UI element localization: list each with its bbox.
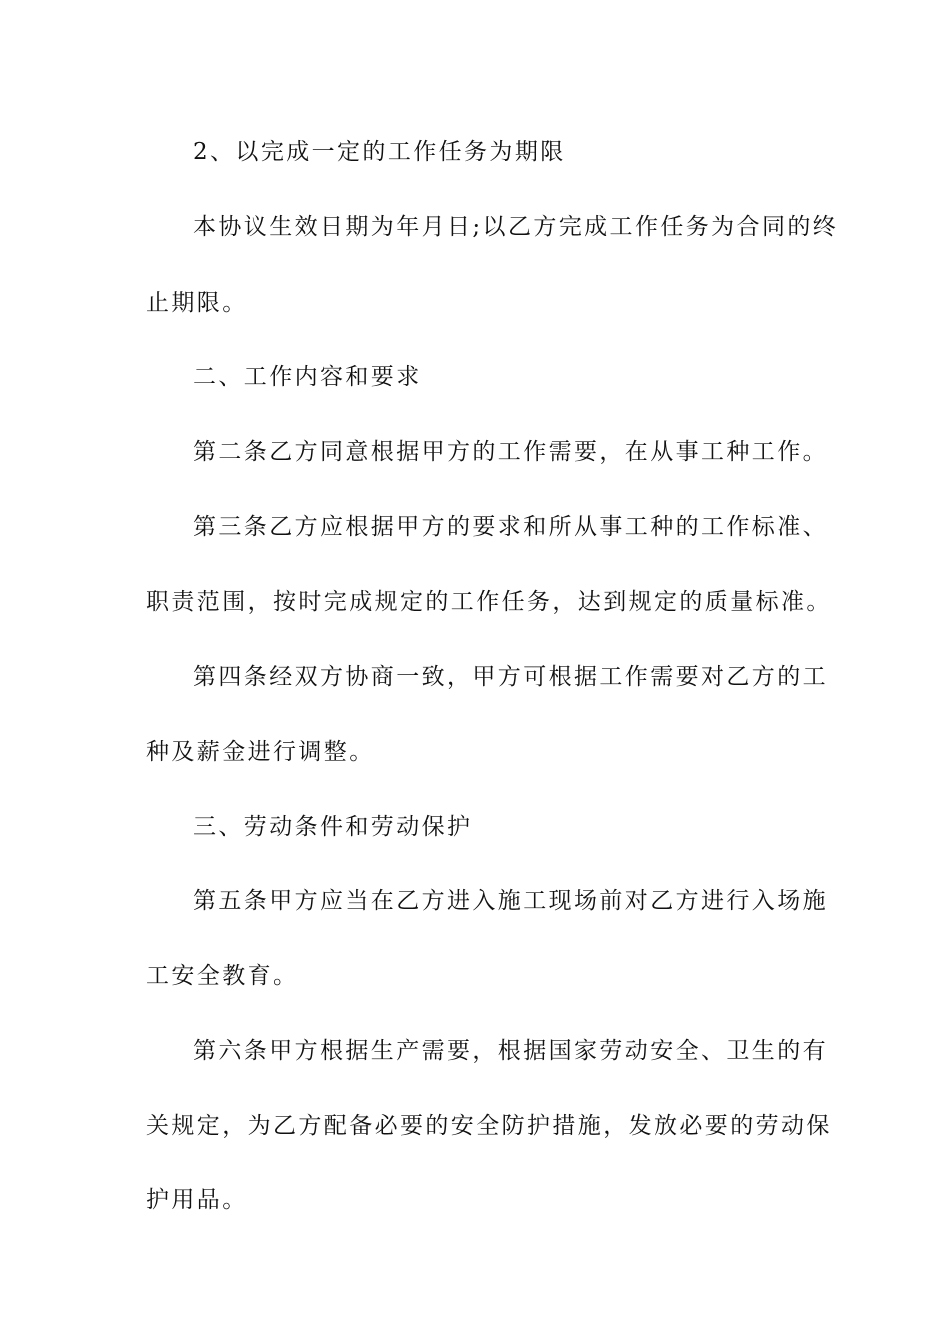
- paragraph-line: 工安全教育。: [146, 963, 299, 989]
- paragraph-line: 种及薪金进行调整。: [146, 739, 375, 765]
- paragraph-line: 护用品。: [146, 1187, 248, 1213]
- paragraph-line: 第六条甲方根据生产需要，根据国家劳动安全、卫生的有: [193, 1038, 828, 1064]
- paragraph-line: 第四条经双方协商一致，甲方可根据工作需要对乙方的工: [193, 664, 828, 690]
- section-heading: 三、劳动条件和劳动保护: [193, 814, 473, 840]
- paragraph-line: 关规定，为乙方配备必要的安全防护措施，发放必要的劳动保: [146, 1113, 832, 1139]
- paragraph-line: 止期限。: [146, 290, 248, 316]
- clause-heading: 2、以完成一定的工作任务为期限: [193, 139, 566, 165]
- section-heading: 二、工作内容和要求: [193, 364, 422, 390]
- paragraph-line: 本协议生效日期为年月日;以乙方完成工作任务为合同的终: [193, 214, 839, 240]
- paragraph-line: 第三条乙方应根据甲方的要求和所从事工种的工作标准、: [193, 514, 828, 540]
- paragraph-line: 第二条乙方同意根据甲方的工作需要，在从事工种工作。: [193, 439, 828, 465]
- paragraph-line: 第五条甲方应当在乙方进入施工现场前对乙方进行入场施: [193, 888, 828, 914]
- paragraph-line: 职责范围，按时完成规定的工作任务，达到规定的质量标准。: [146, 589, 832, 615]
